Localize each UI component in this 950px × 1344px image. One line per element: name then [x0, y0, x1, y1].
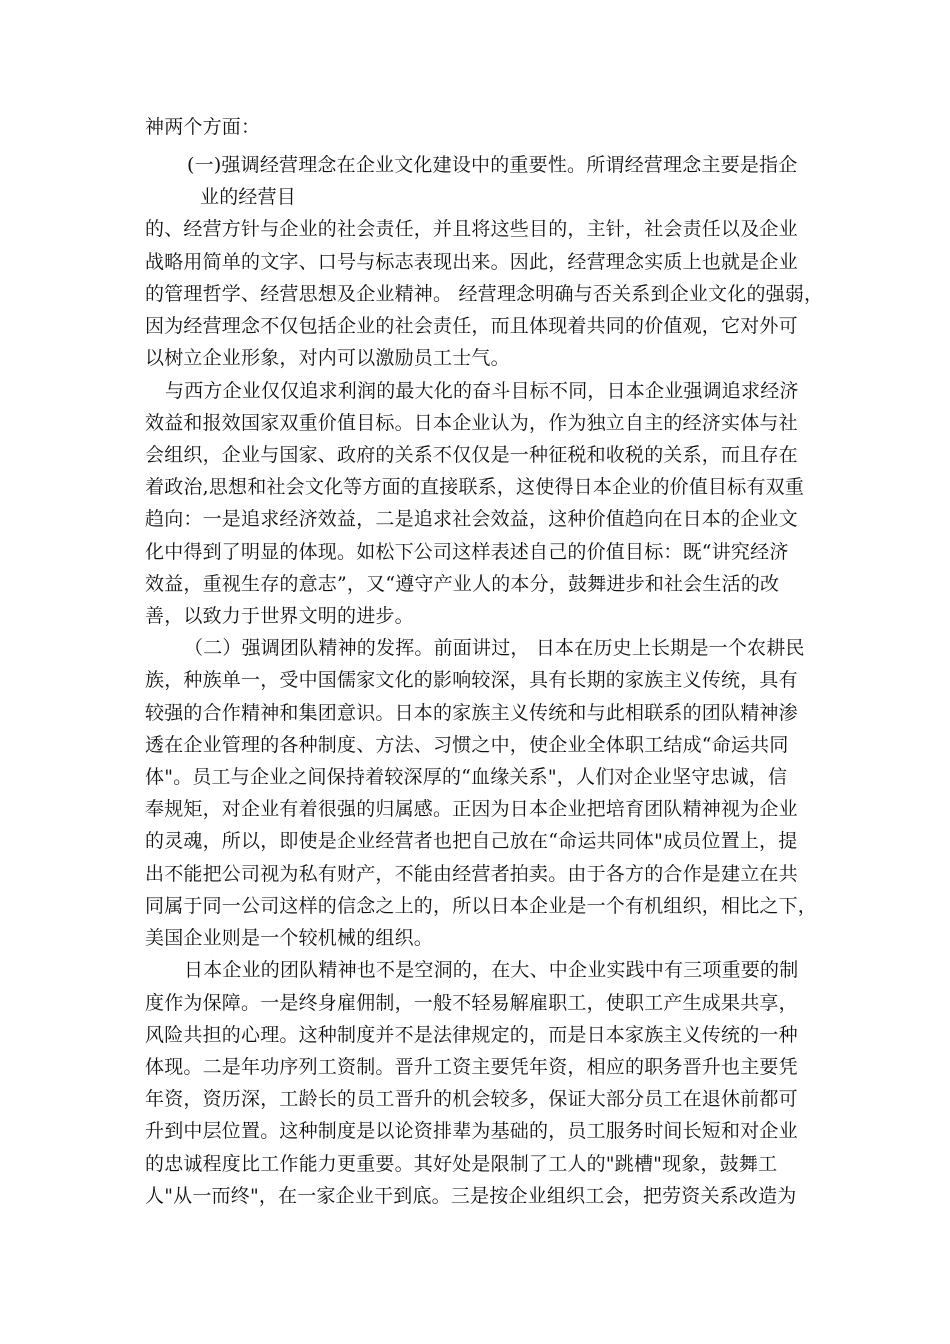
text-line: 与西方企业仅仅追求利润的最大化的奋斗目标不同，日本企业强调追求经济	[165, 380, 799, 402]
text-line: 化中得到了明显的体现。如松下公司这样表述自己的价值目标：既“讲究经济	[145, 541, 789, 563]
text-line: 出不能把公司视为私有财产，不能由经营者拍卖。由于各方的合作是建立在共	[145, 863, 798, 885]
text-line: 体现。二是年功序列工资制。晋升工资主要凭年资，相应的职务晋升也主要凭	[145, 1056, 798, 1078]
heading-2: （二）强调团队精神的发挥。前面讲过， 日本在历史上长期是一个农耕民	[184, 637, 805, 659]
text-line: 战略用简单的文字、口号与标志表现出来。因此，经营理念实质上也就是企业	[145, 251, 798, 273]
text-line: 的、经营方针与企业的社会责任，并且将这些目的，主针，社会责任以及企业	[145, 218, 798, 240]
text-line: 业的经营目	[200, 186, 297, 208]
text-line: 的忠诚程度比工作能力更重要。其好处是限制了工人的"跳槽"现象，鼓舞工	[145, 1153, 778, 1175]
text-line: 效益和报效国家双重价值目标。日本企业认为，作为独立自主的经济实体与社	[145, 412, 798, 434]
text-line: 效益，重视生存的意志”，又“遵守产业人的本分，鼓舞进步和社会生活的改	[145, 573, 780, 595]
text-line: 族，种族单一，受中国儒家文化的影响较深，具有长期的家族主义传统，具有	[145, 669, 798, 691]
text-line: 升到中层位置。这种制度是以论资排辈为基础的，员工服务时间长短和对企业	[145, 1120, 798, 1142]
heading-1: (一)强调经营理念在企业文化建设中的重要性。所谓经营理念主要是指企	[187, 154, 798, 176]
text-line: 奉规矩，对企业有着很强的归属感。正因为日本企业把培育团队精神视为企业	[145, 798, 798, 820]
text-line: 趋向：一是追求经济效益，二是追求社会效益，这种价值趋向在日本的企业文	[145, 508, 798, 530]
text-line: 以树立企业形象，对内可以激励员工士气。	[145, 347, 510, 369]
text-line: 善，以致力于世界文明的进步。	[145, 605, 414, 627]
text-line: 风险共担的心理。这种制度并不是法律规定的，而是日本家族主义传统的一种	[145, 1024, 798, 1046]
text-line: 会组织，企业与国家、政府的关系不仅仅是一种征税和收税的关系，而且存在	[145, 444, 798, 466]
text-line: 着政治,思想和社会文化等方面的直接联系，这使得日本企业的价值目标有双重	[145, 476, 805, 498]
text-line: 美国企业则是一个较机械的组织。	[145, 927, 434, 949]
text-line: 透在企业管理的各种制度、方法、习惯之中，使企业全体职工结成“命运共同	[145, 734, 789, 756]
text-line: 神两个方面：	[145, 116, 261, 138]
text-line: 较强的合作精神和集团意识。日本的家族主义传统和与此相联系的团队精神渗	[145, 702, 798, 724]
text-line: 人"从一而终"，在一家企业干到底。三是按企业组织工会，把劳资关系改造为	[145, 1185, 797, 1207]
text-line: 度作为保障。一是终身雇佣制，一般不轻易解雇职工，使职工产生成果共享，	[145, 992, 798, 1014]
text-line: 同属于同一公司这样的信念之上的，所以日本企业是一个有机组织，相比之下，	[145, 895, 818, 917]
text-line: 年资，资历深，工龄长的员工晋升的机会较多，保证大部分员工在退休前都可	[145, 1088, 798, 1110]
text-line: 体"。员工与企业之间保持着较深厚的“血缘关系"，人们对企业坚守忠诚，信	[145, 766, 788, 788]
text-line: 因为经营理念不仅包括企业的社会责任，而且体现着共同的价值观，它对外可	[145, 315, 798, 337]
text-line: 的管理哲学、经营思想及企业精神。 经营理念明确与否关系到企业文化的强弱，	[145, 283, 824, 305]
text-line: 的灵魂，所以，即使是企业经营者也把自己放在“命运共同体"成员位置上，提	[145, 830, 798, 852]
text-line: 日本企业的团队精神也不是空洞的，在大、中企业实践中有三项重要的制	[184, 959, 799, 981]
